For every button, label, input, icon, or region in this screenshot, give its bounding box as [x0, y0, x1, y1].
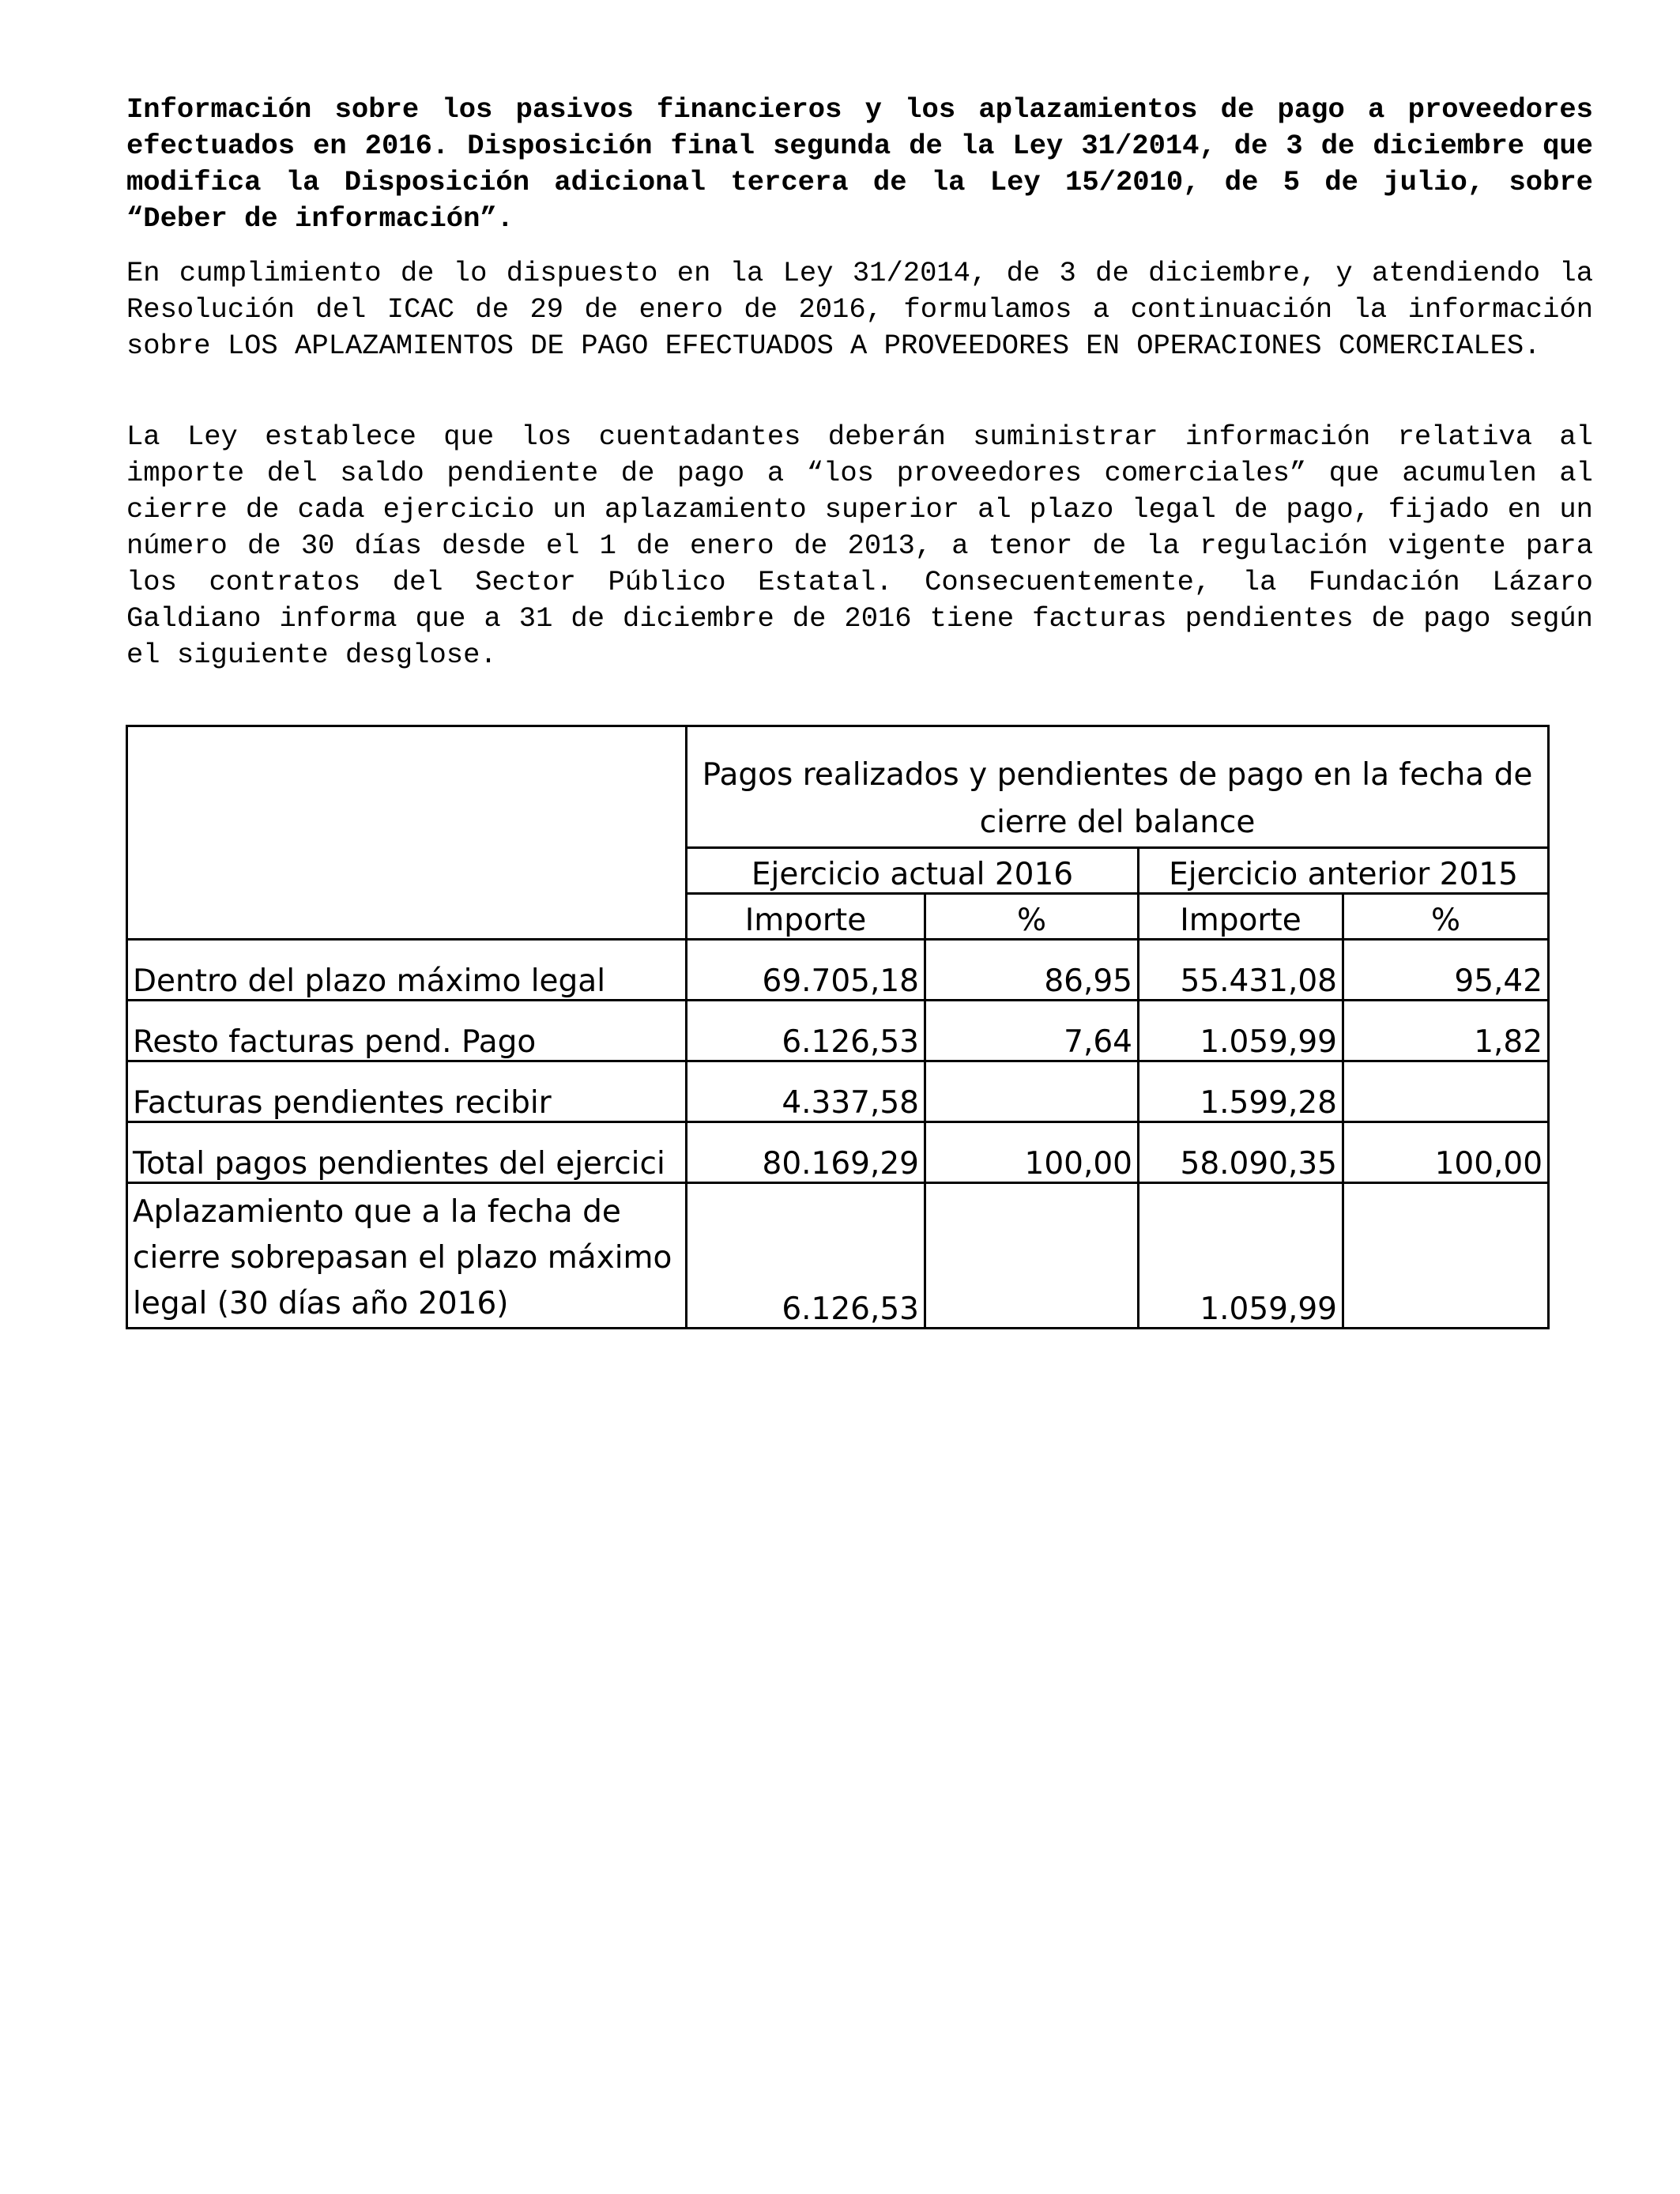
- row-label: Facturas pendientes recibir: [127, 1061, 687, 1122]
- table-row: [127, 1061, 1549, 1122]
- row-label: Total pagos pendientes del ejercici: [127, 1122, 687, 1183]
- cell-pct-2015: 1,82: [1343, 1001, 1549, 1061]
- header-pct-2016: %: [925, 894, 1139, 940]
- cell-pct-2016: [925, 1183, 1139, 1329]
- explanation-paragraph: La Ley establece que los cuentadantes deberán suministrar información relativa al importe del saldo pendiente de pago a “los proveedores comerciales” que acumulen al cierre de cada ejercicio un aplazamiento superior al plazo legal de pago, fijado en un número de 30 días desde el 1 de enero de 2013, a tenor de la regulación vigente para los contratos del Sector Público Estatal. Consecuentemente, la Fundación Lázaro Galdiano informa que a 31 de diciembre de 2016 tiene facturas pendientes de pago según el siguiente desglose.: [126, 420, 1593, 671]
- row-label: Resto facturas pend. Pago: [127, 1001, 687, 1061]
- cell-importe-2015: 58.090,35: [1139, 1122, 1343, 1183]
- cell-importe-2016: 6.126,53: [687, 1001, 925, 1061]
- payments-table: [126, 725, 1550, 1329]
- row-label: Aplazamiento que a la fecha de cierre sobrepasan el plazo máximo legal (30 días año 2016): [127, 1183, 687, 1329]
- document-title: Información sobre los pasivos financieros y los aplazamientos de pago a proveedores efectuados en 2016. Disposición final segunda de la Ley 31/2014, de 3 de diciembre que modifica la Disposición adicional tercera de la Ley 15/2010, de 5 de julio, sobre “Deber de información”.: [126, 93, 1593, 235]
- table-main-header: Pagos realizados y pendientes de pago en la fecha de cierre del balance: [687, 726, 1549, 848]
- cell-pct-2015: [1343, 1061, 1549, 1122]
- cell-importe-2016: 80.169,29: [687, 1122, 925, 1183]
- table-row: [127, 1183, 1549, 1329]
- cell-importe-2015: 55.431,08: [1139, 940, 1343, 1001]
- cell-pct-2015: [1343, 1183, 1549, 1329]
- header-importe-2016: Importe: [687, 894, 925, 940]
- header-importe-2015: Importe: [1139, 894, 1343, 940]
- header-group-2016: Ejercicio actual 2016: [687, 848, 1139, 894]
- cell-importe-2015: 1.059,99: [1139, 1001, 1343, 1061]
- cell-pct-2015: 95,42: [1343, 940, 1549, 1001]
- cell-importe-2016: 6.126,53: [687, 1183, 925, 1329]
- cell-pct-2015: 100,00: [1343, 1122, 1549, 1183]
- table-row: [127, 1001, 1549, 1061]
- header-group-2015: Ejercicio anterior 2015: [1139, 848, 1549, 894]
- row-label: Dentro del plazo máximo legal: [127, 940, 687, 1001]
- cell-pct-2016: 7,64: [925, 1001, 1139, 1061]
- cell-pct-2016: [925, 1061, 1139, 1122]
- cell-pct-2016: 86,95: [925, 940, 1139, 1001]
- cell-importe-2015: 1.599,28: [1139, 1061, 1343, 1122]
- table-corner-cell: [127, 726, 687, 940]
- cell-importe-2016: 4.337,58: [687, 1061, 925, 1122]
- cell-importe-2015: 1.059,99: [1139, 1183, 1343, 1329]
- cell-pct-2016: 100,00: [925, 1122, 1139, 1183]
- table-row: [127, 940, 1549, 1001]
- header-pct-2015: %: [1343, 894, 1549, 940]
- table-row: [127, 1122, 1549, 1183]
- intro-paragraph: En cumplimiento de lo dispuesto en la Ley 31/2014, de 3 de diciembre, y atendiendo la Resolución del ICAC de 29 de enero de 2016, formulamos a continuación la información sobre LOS APLAZAMIENTOS DE PAGO EFECTUADOS A PROVEEDORES EN OPERACIONES COMERCIALES.: [126, 257, 1593, 362]
- cell-importe-2016: 69.705,18: [687, 940, 925, 1001]
